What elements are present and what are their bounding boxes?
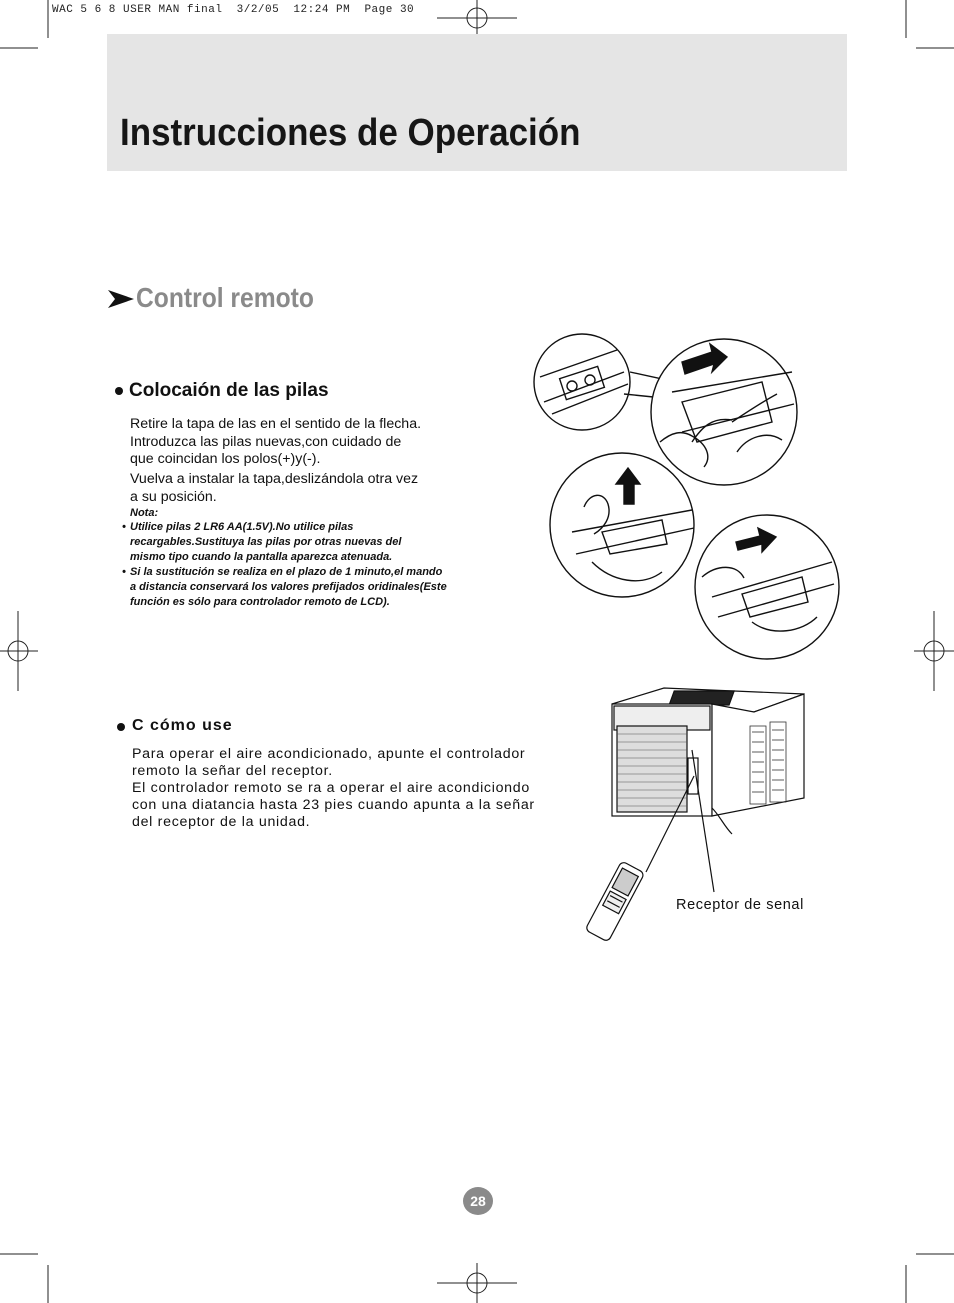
battery-line: Introduzca las pilas nuevas,con cuidado de	[130, 433, 402, 450]
note-line: recargables.Sustituya las pilas por otras nuevas del	[130, 536, 402, 548]
battery-heading: Colocaión de las pilas	[129, 380, 329, 401]
usage-line: del receptor de la unidad.	[132, 814, 311, 830]
page-title: Instrucciones de Operación	[120, 112, 581, 154]
battery-line: Retire la tapa de las en el sentido de la flecha.	[130, 416, 422, 432]
note-block	[122, 520, 447, 610]
battery-line: Vuelva a instalar la tapa,deslizándola otra vez	[130, 470, 419, 487]
section-title: Control remoto	[136, 282, 314, 313]
usage-line: remoto la señar del receptor.	[132, 763, 333, 779]
usage-line: El controlador remoto se ra a operar el aire acondiciondo	[132, 780, 530, 796]
bullet-dot	[117, 723, 125, 731]
battery-line: a su posición.	[130, 489, 217, 505]
arrow-right-icon	[108, 288, 136, 310]
bullet-dot	[115, 387, 123, 395]
note-line: mismo tipo cuando la pantalla aparezca atenuada.	[130, 551, 393, 563]
receiver-caption: Receptor de senal	[676, 897, 804, 913]
usage-heading: C cómo use	[132, 717, 233, 734]
note-line: • Si la sustitución se realiza en el plazo de 1 minuto,el mando	[122, 566, 443, 578]
note-line: • Utilice pilas 2 LR6 AA(1.5V).No utilice pilas	[122, 521, 354, 533]
usage-instructions	[132, 746, 535, 831]
note-line: a distancia conservará los valores prefijados oridinales(Este	[130, 581, 447, 593]
note-label: Nota:	[130, 507, 159, 519]
battery-instructions	[130, 416, 421, 507]
usage-line: con una diatancia hasta 23 pies cuando apunta a la señar	[132, 797, 535, 813]
battery-line: que coincidan los polos(+)y(-).	[130, 451, 321, 467]
remote-battery-illustration	[532, 332, 842, 662]
page-number-badge: 28	[463, 1187, 493, 1215]
usage-line: Para operar el aire acondicionado, apunte el controlador	[132, 746, 526, 762]
note-line: función es sólo para controlador remoto de LCD).	[130, 596, 390, 608]
print-header: WAC 5 6 8 USER MAN final 3/2/05 12:24 PM Page 30	[52, 4, 415, 16]
